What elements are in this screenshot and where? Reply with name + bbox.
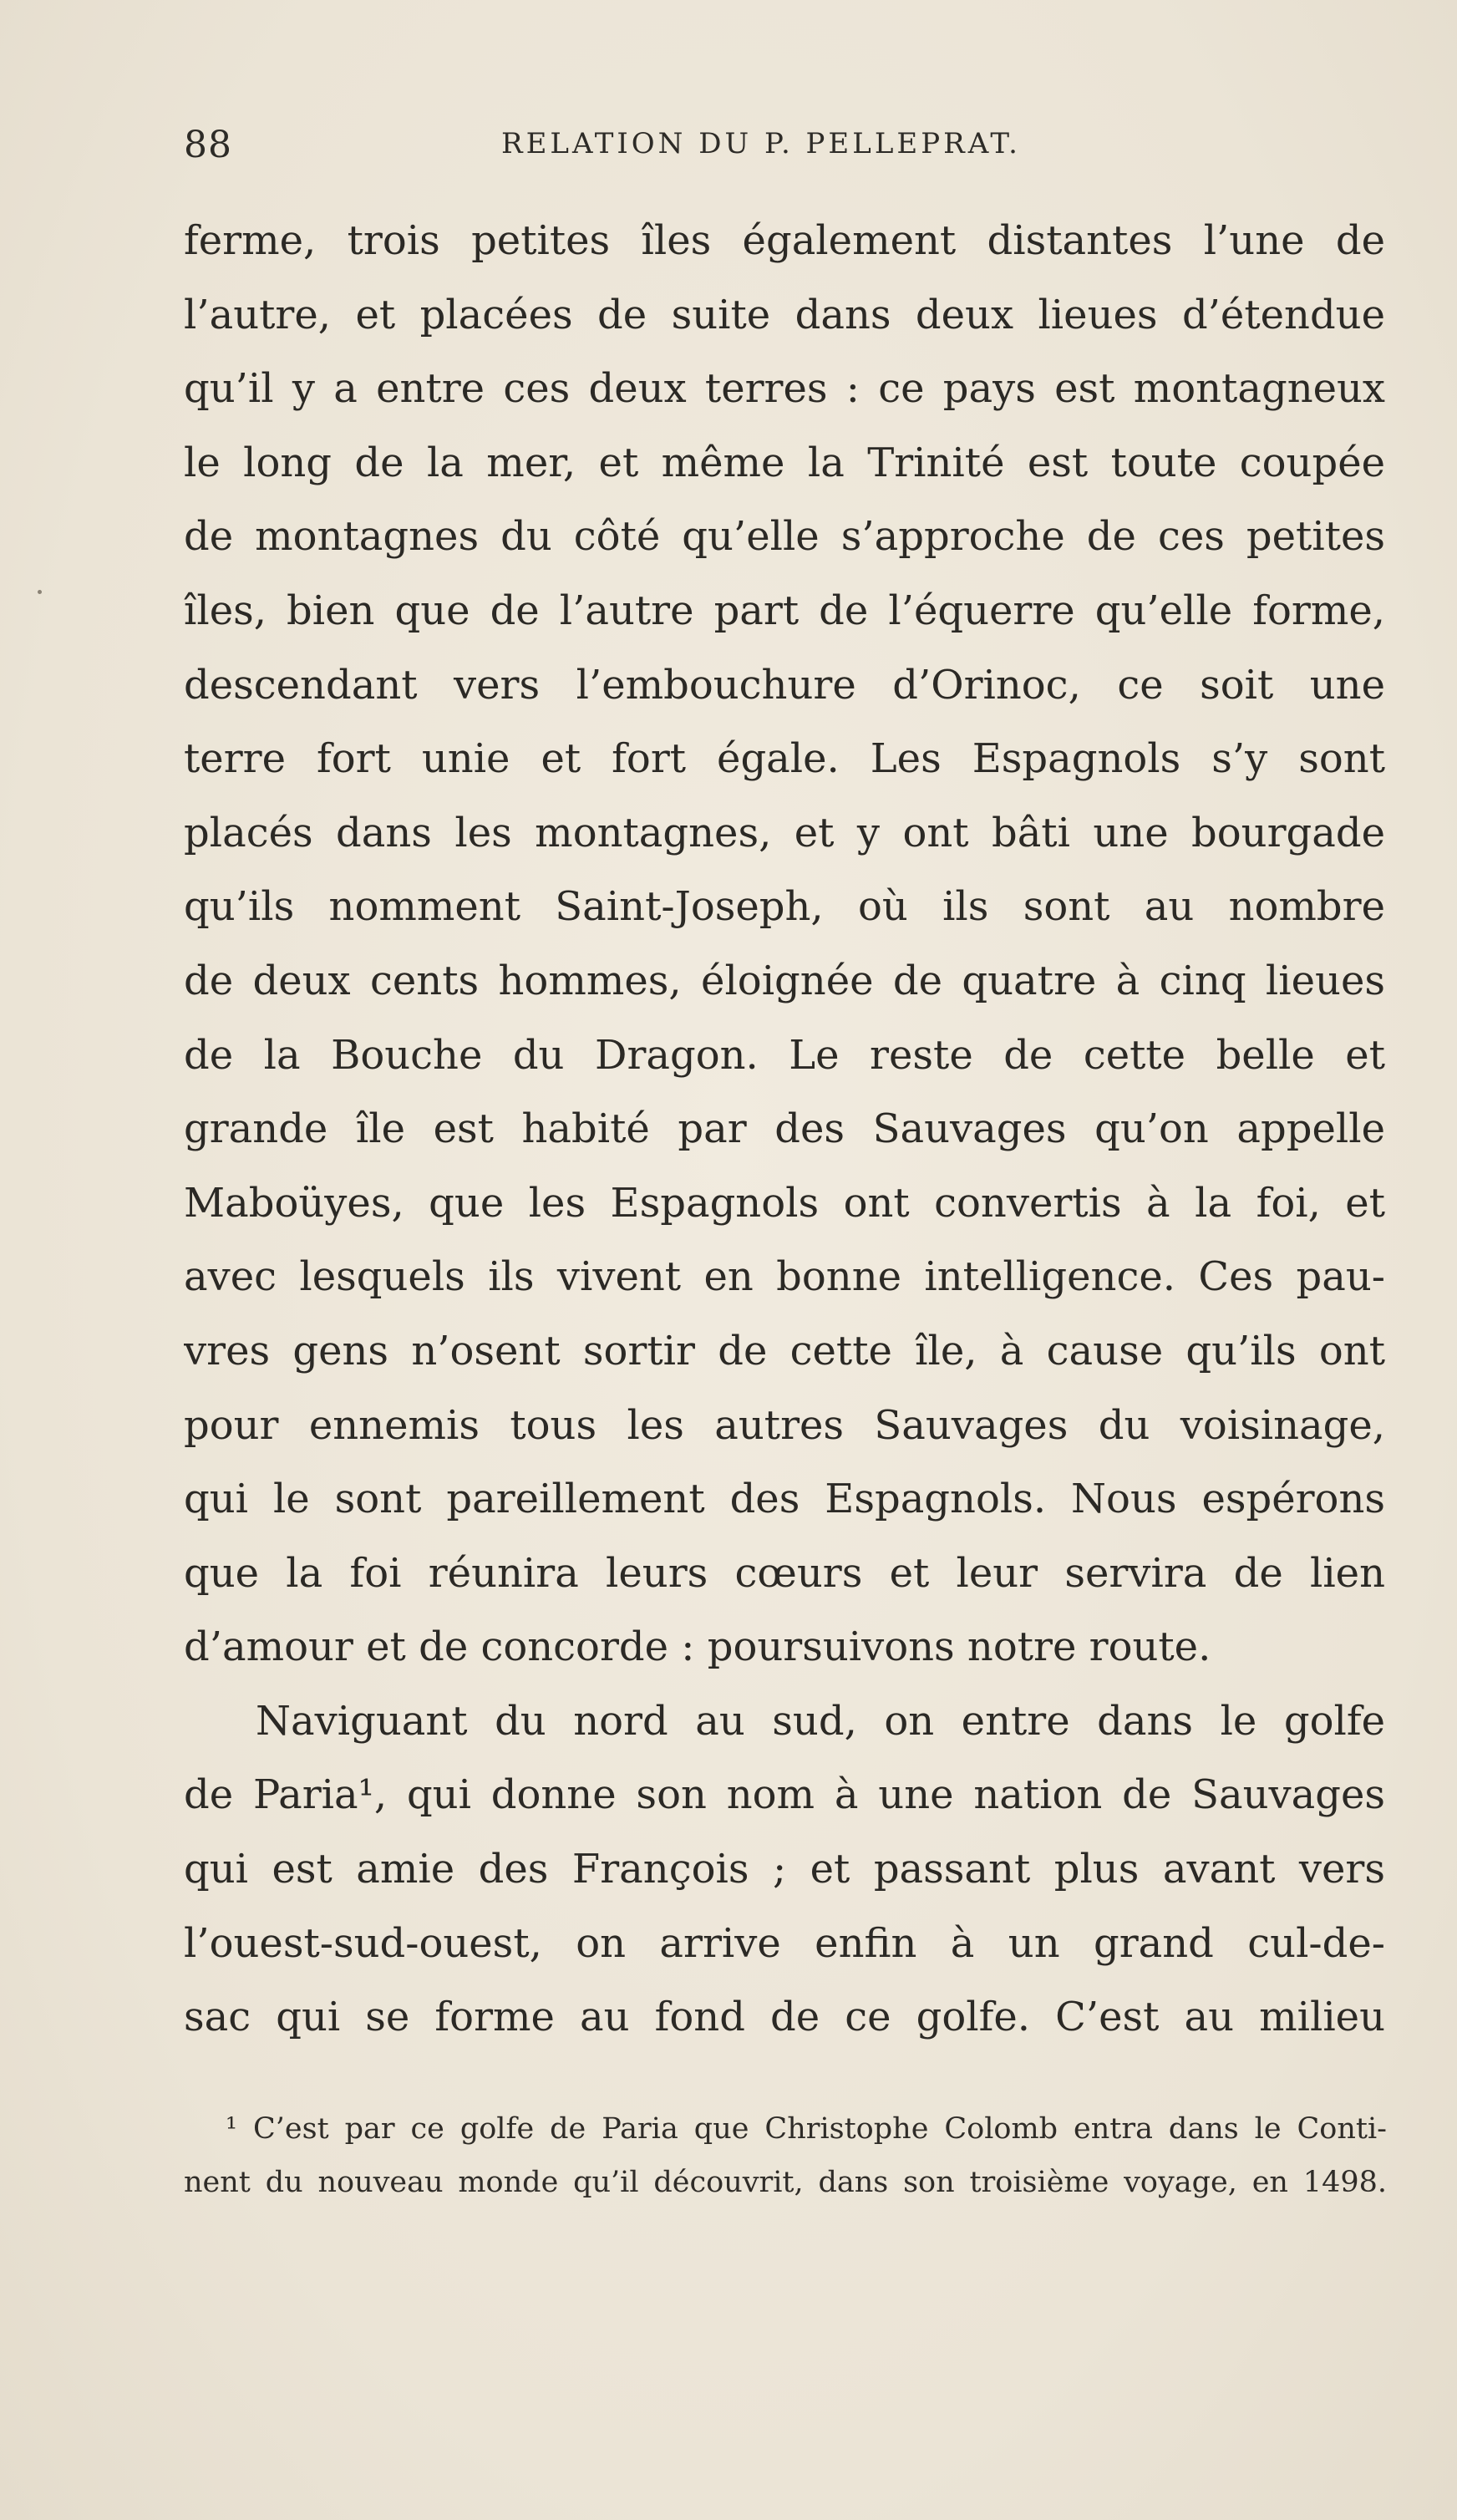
text-line: qu’il y a entre ces deux terres : ce pays est montagneux xyxy=(184,365,1385,413)
body-text xyxy=(184,204,1385,2055)
text-line: que la foi réunira leurs cœurs et leur servira de lien xyxy=(184,1549,1385,1597)
text-line: de montagnes du côté qu’elle s’approche de ces petites xyxy=(184,513,1385,561)
paragraph-end-line: d’amour et de concorde : poursuivons notre route. xyxy=(184,1623,1211,1671)
text-line: l’autre, et placées de suite dans deux lieues d’étendue xyxy=(184,291,1385,338)
text-line: l’ouest-sud-ouest, on arrive enfin à un grand cul-de- xyxy=(184,1919,1385,1967)
text-line: pour ennemis tous les autres Sauvages du voisinage, xyxy=(184,1401,1385,1449)
text-line: sac qui se forme au fond de ce golfe. C’est au milieu xyxy=(184,1994,1385,2041)
paragraph-start-line: Naviguant du nord au sud, on entre dans le golfe xyxy=(256,1697,1385,1745)
text-line: Maboüyes, que les Espagnols ont convertis à la foi, et xyxy=(184,1179,1385,1227)
text-line: qui le sont pareillement des Espagnols. Nous espérons xyxy=(184,1476,1385,1523)
footnote xyxy=(184,2102,1387,2209)
text-line: qui est amie des François ; et passant plus avant vers xyxy=(184,1846,1385,1893)
text-line: de Paria¹, qui donne son nom à une nation de Sauvages xyxy=(184,1771,1385,1819)
page-number: 88 xyxy=(184,124,232,166)
text-line: avec lesquels ils vivent en bonne intelligence. Ces pau- xyxy=(184,1253,1385,1301)
footnote-line: nent du nouveau monde qu’il découvrit, dans son troisième voyage, en 1498. xyxy=(184,2166,1387,2199)
text-line: descendant vers l’embouchure d’Orinoc, ce soit une xyxy=(184,661,1385,709)
page-header xyxy=(184,124,1387,174)
text-line: le long de la mer, et même la Trinité est toute coupée xyxy=(184,439,1385,486)
running-title: RELATION DU P. PELLEPRAT. xyxy=(501,127,1021,160)
text-line: grande île est habité par des Sauvages qu’on appelle xyxy=(184,1105,1385,1153)
text-line: îles, bien que de l’autre part de l’équerre qu’elle forme, xyxy=(184,587,1385,634)
margin-speck xyxy=(38,590,42,594)
text-line: vres gens n’osent sortir de cette île, à cause qu’ils ont xyxy=(184,1327,1385,1374)
text-line: de la Bouche du Dragon. Le reste de cette belle et xyxy=(184,1031,1385,1079)
text-line: qu’ils nomment Saint-Joseph, où ils sont au nombre xyxy=(184,883,1385,931)
text-line: ferme, trois petites îles également distantes l’une de xyxy=(184,217,1385,264)
text-line: terre fort unie et fort égale. Les Espagnols s’y sont xyxy=(184,735,1385,783)
text-line: placés dans les montagnes, et y ont bâti une bourgade xyxy=(184,809,1385,856)
text-line: de deux cents hommes, éloignée de quatre à cinq lieues xyxy=(184,957,1385,1004)
footnote-line: ¹ C’est par ce golfe de Paria que Christophe Colomb entra dans le Conti- xyxy=(226,2112,1387,2146)
